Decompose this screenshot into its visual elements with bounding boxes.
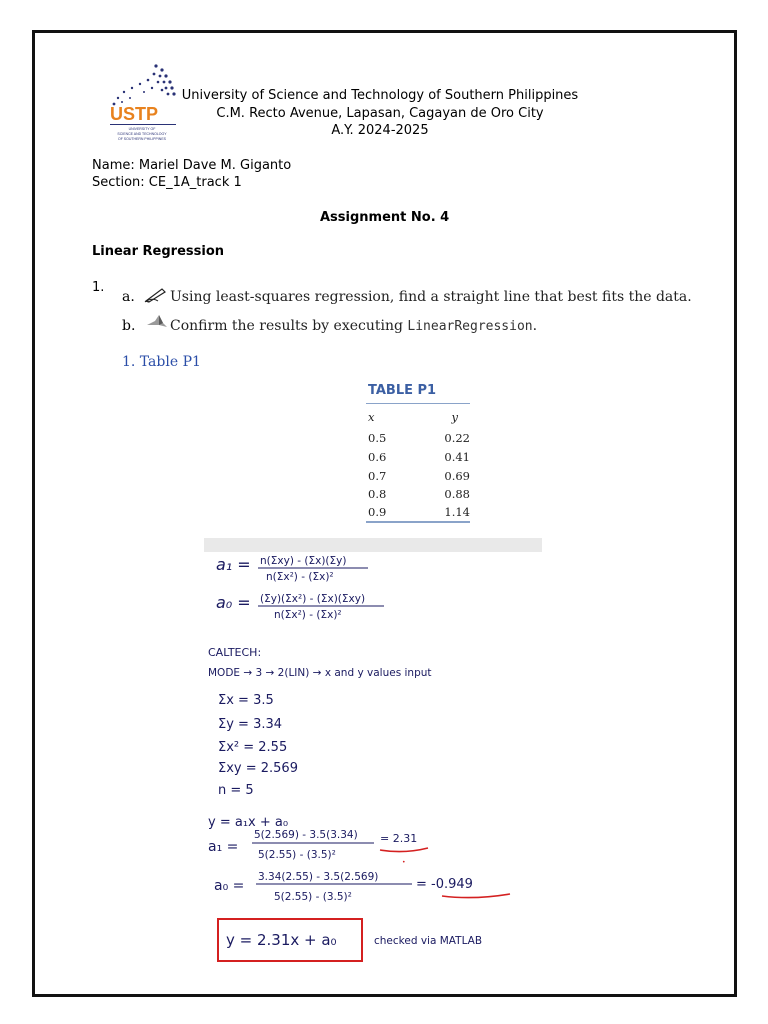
- matlab-icon: [145, 313, 169, 331]
- problem-number: 1.: [92, 280, 105, 295]
- svg-text:OF SOUTHERN PHILIPPINES: OF SOUTHERN PHILIPPINES: [117, 137, 167, 141]
- svg-text:CALTECH:: CALTECH:: [208, 646, 262, 659]
- table-header-x: x: [368, 410, 375, 424]
- part-a-text: Using least-squares regression, find a straight line that best fits the data.: [170, 289, 692, 305]
- university-name: University of Science and Technology of Southern Philippines: [181, 88, 579, 103]
- svg-text:5(2.55) - (3.5)²: 5(2.55) - (3.5)²: [274, 891, 352, 903]
- svg-text:n(Σx²) - (Σx)²: n(Σx²) - (Σx)²: [266, 571, 334, 583]
- student-section: Section: CE_1A_track 1: [92, 175, 242, 190]
- svg-text:(Σy)(Σx²) - (Σx)(Σxy): (Σy)(Σx²) - (Σx)(Σxy): [260, 593, 366, 605]
- handwritten-solution: [204, 538, 542, 974]
- svg-text:checked via MATLAB: checked via MATLAB: [374, 935, 483, 947]
- table-rule-top: [366, 403, 470, 404]
- part-b-label: b.: [122, 318, 136, 334]
- svg-text:5(2.55) - (3.5)²: 5(2.55) - (3.5)²: [258, 849, 336, 861]
- student-name: Name: Mariel Dave M. Giganto: [92, 158, 292, 173]
- svg-text:a₀ =: a₀ =: [216, 593, 251, 612]
- part-b-text: Confirm the results by executing LinearRegression.: [170, 318, 538, 334]
- svg-text:Σxy = 2.569: Σxy = 2.569: [218, 761, 298, 776]
- svg-text:= 2.31: = 2.31: [380, 832, 418, 845]
- svg-text:3.34(2.55) - 3.5(2.569): 3.34(2.55) - 3.5(2.569): [258, 871, 379, 883]
- table-title: TABLE P1: [368, 383, 437, 398]
- svg-text:= -0.949: = -0.949: [416, 877, 473, 892]
- svg-text:a₀ =: a₀ =: [214, 878, 245, 894]
- svg-text:a₁ =: a₁ =: [216, 555, 251, 574]
- academic-year: A.Y. 2024-2025: [331, 123, 429, 138]
- svg-text:y = 2.31x + a₀: y = 2.31x + a₀: [226, 931, 337, 949]
- svg-text:5(2.569) - 3.5(3.34): 5(2.569) - 3.5(3.34): [254, 829, 358, 841]
- svg-text:SCIENCE AND TECHNOLOGY: SCIENCE AND TECHNOLOGY: [117, 132, 167, 136]
- svg-text:Σx² = 2.55: Σx² = 2.55: [218, 740, 288, 755]
- svg-text:y = a₁x + a₀: y = a₁x + a₀: [208, 815, 289, 830]
- part-a-label: a.: [122, 289, 135, 305]
- svg-text:n(Σx²) - (Σx)²: n(Σx²) - (Σx)²: [274, 609, 342, 621]
- university-address: C.M. Recto Avenue, Lapasan, Cagayan de Oro City: [216, 106, 544, 121]
- table-header-y: y: [451, 410, 458, 424]
- code-linearregression: LinearRegression: [407, 319, 533, 334]
- table-reference: 1. Table P1: [122, 354, 201, 370]
- topic-heading: Linear Regression: [92, 244, 224, 259]
- svg-text:UNIVERSITY OF: UNIVERSITY OF: [128, 127, 156, 131]
- svg-text:a₁ =: a₁ =: [208, 839, 239, 855]
- table-rule-bottom: [366, 521, 470, 523]
- svg-text:Σy = 3.34: Σy = 3.34: [218, 717, 283, 732]
- svg-text:Σx = 3.5: Σx = 3.5: [218, 693, 274, 708]
- svg-text:n = 5: n = 5: [218, 783, 254, 798]
- pencil-icon: [144, 287, 168, 303]
- svg-text:n(Σxy) - (Σx)(Σy): n(Σxy) - (Σx)(Σy): [260, 555, 347, 567]
- svg-text:MODE → 3 → 2(LIN) → x and y va: MODE → 3 → 2(LIN) → x and y values input: [208, 667, 432, 679]
- svg-text:•: •: [402, 859, 406, 866]
- assignment-title: Assignment No. 4: [320, 210, 450, 225]
- svg-text:USTP: USTP: [110, 104, 159, 124]
